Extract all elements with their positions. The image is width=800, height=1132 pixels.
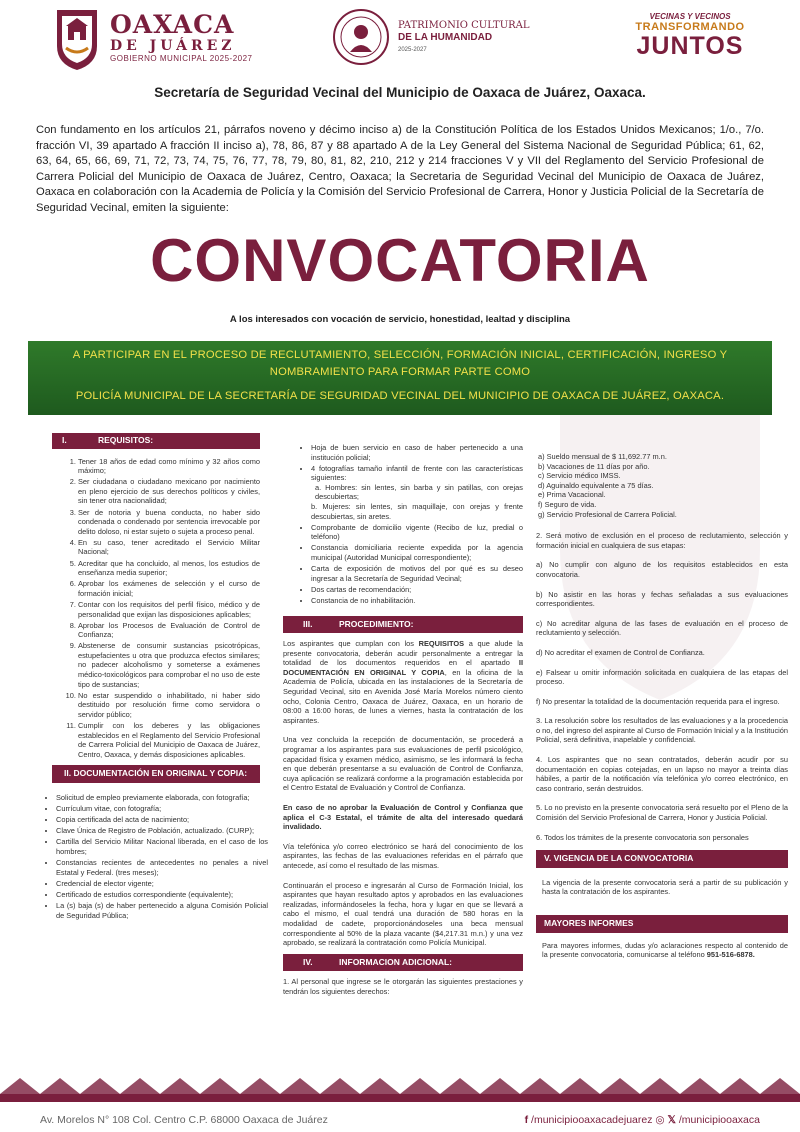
banner-line1: A PARTICIPAR EN EL PROCESO DE RECLUTAMIENTO, SELECCIÓN, FORMACIÓN INICIAL, CERTIFICACIÓN, INGRESO Y (72, 349, 728, 361)
text-run-bold: II DOCUMENTACIÓN EN ORIGINAL Y COPIA (283, 658, 523, 677)
subtitle: A los interesados con vocación de servicio, honestidad, lealtad y disciplina (229, 314, 571, 325)
list-item: • Cartilla del Servicio Militar Nacional liberada, en el caso de los hombres; (56, 837, 268, 856)
vigencia-text: La vigencia de la presente convocatoria será a partir de su publicación y hasta la contratación de los aspirantes. (542, 877, 788, 897)
fotos-label: 4 fotografías tamaño infantil de frente con las características siguientes: (311, 463, 523, 483)
list-item: 1. Tener 18 años de edad como mínimo y 32 años como máximo; (78, 457, 260, 476)
section-informes-header: MAYORES INFORMES (536, 915, 788, 933)
list-item: 8. Aprobar los Procesos de Evaluación de Control de Confianza; (78, 621, 260, 640)
exclusion-item: c) No acreditar alguna de las fases de evaluación en el proceso de reclutamiento y selección. (536, 618, 788, 638)
procedimiento-p5: Continuarán el proceso e ingresarán al Curso de Formación Inicial, los aspirantes que hayan resultado aptos y aprobados en las evaluaciones realizadas, informándoseles la fecha, hora y lugar en que se llevará a cabo el mismo, el cual tendrá una duración de 580 horas en la modalidad de cadete, proporcionándoseles una beca mensual correspondiente al 50% de la plaza vacante ($4,217.31 m.n.) y una vez aprobado, se realizará la contratación como Policía Municipal. (283, 880, 523, 948)
section-title: REQUISITOS: (98, 435, 154, 445)
patrimonio-line1: PATRIMONIO CULTURAL (398, 20, 530, 31)
page-title: CONVOCATORIA (150, 227, 650, 294)
section-informacion-header (283, 954, 523, 972)
exclusion-intro: 2. Será motivo de exclusión en el proceso de reclutamiento, selección y formación inicial en cualquiera de sus etapas: (536, 531, 788, 550)
exclusion-item: f) No presentar la totalidad de la documentación requerida para el ingreso. (536, 696, 780, 706)
slogan-line3: JUNTOS (636, 32, 744, 60)
documentacion-list-cont (283, 443, 523, 606)
informes-body: Para mayores informes, dudas y/o aclaraciones respecto al contenido de la presente convocatoria, comunicarse al teléfono (542, 940, 788, 960)
page-header (0, 0, 800, 80)
banner-line3: POLICÍA MUNICIPAL DE LA SECRETARÍA DE SEGURIDAD VECINAL DEL MUNICIPIO DE OAXACA DE JUÁREZ, OAXACA. (75, 390, 725, 402)
exclusion-item: d) No acreditar el examen de Control de Confianza. (536, 647, 705, 657)
procedimiento-p1 (283, 639, 523, 725)
column-3 (536, 452, 788, 966)
footer-social (525, 1114, 760, 1126)
oaxaca-shield-logo (52, 6, 102, 72)
list-item: • La (s) baja (s) de haber pertenecido a alguna Comisión Policial de Seguridad Pública; (56, 901, 268, 920)
benefit-item: c) Servicio médico IMSS. (538, 471, 621, 481)
column-2 (283, 433, 523, 1003)
list-item: • Constancia domiciliaria reciente expedida por la agencia municipal (Autoridad Municipal correspondiente); (311, 543, 523, 562)
procedimiento-p2: Una vez concluida la recepción de documentación, se procederá a programar a los aspirantes para sus evaluaciones de perfil psicológico, capacidad física y examen médico, asimismo, se les informará la fecha en que deberán presentarse a su evaluación de Control de Confianza, cuya aplicación se realizará conforme a la programación establecida por el Centro Estatal de Evaluación y Control de Confianza. (283, 735, 523, 793)
list-item: • Solicitud de empleo previamente elaborada, con fotografía; (56, 793, 268, 803)
benefit-item: b) Vacaciones de 11 días por año. (538, 461, 650, 471)
section-number: IV. (303, 956, 313, 967)
slogan-line2: TRANSFORMANDO (635, 21, 745, 33)
banner-line2: NOMBRAMIENTO PARA FORMAR PARTE COMO (269, 365, 531, 378)
list-item: 11. Cumplir con los deberes y las obligaciones establecidos en el Reglamento del Servicio Profesional de Carrera Policial del Municipio de Oaxaca de Juárez, Centro, Oaxaca, y demás disposiciones aplicables. (78, 721, 260, 759)
list-item: • Comprobante de domicilio vigente (Recibo de luz, predial o teléfono) (311, 523, 523, 542)
list-item: • Constancia de no inhabilitación. (311, 596, 523, 606)
informes-phone: 951-516-6878. (706, 950, 755, 960)
info-item-6: 6. Todos los trámites de la presente convocatoria son personales (536, 832, 749, 842)
exclusion-item: b) No asistir en las horas y fechas señaladas a sus evaluaciones correspondientes. (536, 589, 788, 609)
list-item: 2. Ser ciudadana o ciudadano mexicano por nacimiento en pleno ejercicio de sus derechos políticos y civiles, sin tener otra nacionalidad; (78, 477, 260, 506)
list-item: 7. Contar con los requisitos del perfil físico, médico y de personalidad que exijan las disposiciones aplicables; (78, 600, 260, 619)
benefit-item: e) Prima Vacacional. (538, 490, 606, 500)
list-item (311, 464, 523, 522)
section-title: INFORMACION ADICIONAL: (339, 956, 453, 967)
social-handle[interactable]: /municipiooaxaca (678, 1114, 760, 1126)
list-item: 9. Abstenerse de consumir sustancias psicotrópicas, estupefacientes u otra que produzca efectos similares; no padecer alcoholismo y someterse a exámenes médico-toxicológicos para comprobar el no uso de este tipo de sustancias; (78, 641, 260, 689)
list-item: 4. En su caso, tener acreditado el Servicio Militar Nacional; (78, 538, 260, 557)
info-item-5: 5. Lo no previsto en la presente convocatoria será resuelto por el Pleno de la Comisión del Servicio Profesional de Carrera, Honor y Justicia Policial. (536, 803, 788, 823)
logo-gobierno: GOBIERNO MUNICIPAL 2025-2027 (110, 54, 253, 63)
text-run: a que alude la presente convocatoria, deberán acudir personalmente a entregar la totalidad de los documentos requeridos en el apartado (283, 639, 523, 668)
list-item: 6. Aprobar los exámenes de selección y el curso de formación inicial; (78, 579, 260, 598)
facebook-handle[interactable]: /municipiooaxacadejuarez (531, 1114, 653, 1126)
documentacion-list (28, 793, 268, 920)
section-documentacion-header: II. DOCUMENTACIÓN EN ORIGINAL Y COPIA: (52, 765, 260, 783)
section-procedimiento-header (283, 616, 523, 634)
oaxaca-logo-text (110, 12, 253, 64)
text-run: Los aspirantes que cumplan con los (283, 639, 419, 649)
list-item: 3. Ser de notoria y buena conducta, no haber sido condenada o condenado por sentencia irrevocable por delito doloso, ni estar sujeto o sujeta a proceso penal. (78, 508, 260, 537)
benefits-list (536, 452, 788, 519)
list-item: 10. No estar suspendido o inhabilitado, ni haber sido destituido por resolución firme como servidora o servidor público; (78, 691, 260, 720)
list-item: • Carta de exposición de motivos del por qué es su deseo ingresar a la Secretaría de Seguridad Vecinal; (311, 564, 523, 583)
fotos-mujeres: b. Mujeres: sin lentes, sin maquillaje, con orejas y frente descubiertas, sin aretes. (311, 502, 523, 521)
list-item: • Dos cartas de recomendación; (311, 585, 523, 595)
procedimiento-p4: Vía telefónica y/o correo electrónico se hará del conocimiento de los aspirantes, las fechas de las evaluaciones referidas en el párrafo que antecede, así como el resultado de las mismas. (283, 841, 523, 870)
patrimonio-line2: DE LA HUMANIDAD (398, 32, 493, 43)
exclusion-item: e) Falsear u omitir información solicitada en cualquiera de las etapas del proceso. (536, 667, 788, 687)
exclusion-item: a) No cumplir con alguno de los requisitos establecidos en esta convocatoria. (536, 560, 788, 579)
benefit-item: g) Servicio Profesional de Carrera Policial. (538, 509, 677, 519)
informacion-p1: 1. Al personal que ingrese se le otorgarán las siguientes prestaciones y tendrán los siguientes derechos: (283, 977, 523, 996)
decorative-pattern-band (0, 1074, 800, 1102)
section-number: I. (62, 435, 67, 445)
instagram-icon: ◎ (655, 1114, 665, 1126)
list-item: • Credencial de elector vigente; (56, 879, 268, 889)
list-item: • Currículum vitae, con fotografía; (56, 804, 268, 814)
benefit-item: f) Seguro de vida. (538, 499, 597, 509)
list-item: 5. Acreditar que ha concluido, al menos, los estudios de enseñanza media superior; (78, 559, 260, 578)
list-item: • Constancias recientes de antecedentes no penales a nivel Estatal y Federal. (tres meses); (56, 858, 268, 877)
info-item-4: 4. Los aspirantes que no sean contratados, deberán acudir por su documentación en copias cotejadas, en un lapso no mayor a treinta días hábiles, a partir de la notificación vía telefónica y/o correo electrónico, en caso contrario, serán destruidos. (536, 755, 788, 793)
secretaria-heading: Secretaría de Seguridad Vecinal del Municipio de Oaxaca de Juárez, Oaxaca. (154, 85, 646, 100)
list-item: • Copia certificada del acta de nacimiento; (56, 815, 268, 825)
section-requisitos-header (52, 433, 260, 449)
requisitos-list (52, 457, 260, 760)
slogan-line1: VECINAS Y VECINOS (649, 12, 731, 21)
section-vigencia-header: V. VIGENCIA DE LA CONVOCATORIA (536, 850, 788, 868)
section-number: III. (303, 618, 313, 629)
transformando-juntos-logo (624, 12, 756, 59)
x-icon: 𝕏 (667, 1114, 676, 1126)
list-item: • Certificado de estudios correspondiente (equivalente); (56, 890, 268, 900)
logo-oaxaca: OAXACA (110, 10, 235, 39)
info-item-3: 3. La resolución sobre los resultados de las evaluaciones y a la procedencia o no, del ingreso del aspirante al Curso de Formación Inicial y a la Institución Policial, será definitiva, inapelable y confidencial. (536, 716, 788, 745)
fotos-hombres: a. Hombres: sin lentes, sin barba y sin patillas, con orejas descubiertas; (315, 482, 523, 502)
section-title: PROCEDIMIENTO: (339, 618, 414, 629)
text-run-bold: REQUISITOS (418, 639, 465, 649)
facebook-icon: f (524, 1114, 529, 1126)
text-run: , en la oficina de la Academia de Policía, ubicada en las instalaciones de la Secretaría de Seguridad Vecinal, sito en Avenida José María Morelos número ciento ocho, Colonia Centro, Oaxaca de Juárez, Oaxaca, en un horario de 08:00 a 16:00 horas, de lunes a viernes, hasta la contratación de los aspirantes. (283, 667, 523, 725)
patrimonio-line3: 2025-2027 (398, 47, 427, 53)
list-item: • Clave Única de Registro de Población, actualizado. (CURP); (56, 826, 268, 836)
patrimonio-seal-logo (332, 8, 390, 66)
intro-paragraph: Con fundamento en los artículos 21, párrafos noveno y décimo inciso a) de la Constitución Política de los Estados Unidos Mexicanos; 1/o., 7/o. fracción VI, 39 apartado A fracción II inciso a), 78, 86, 87 y 88 apartado A de la Ley General del Sistema Nacional de Seguridad Pública; 61, 62, 63, 64, 65, 66, 69, 71, 72, 73, 74, 75, 76, 77, 78, 79, 80, 81, 82, 210, 212 y 214 fracciones V y VII del Reglamento del Servicio Profesional de Carrera Policial del Municipio de Oaxaca de Juárez, Centro, Oaxaca; la Secretaria de Seguridad Vecinal del Municipio de Oaxaca de Juárez, Oaxaca en colaboración con la Academia de Policía y la Comisión del Servicio Profesional de Carrera, Honor y Justicia Policial de la Secretaría de Seguridad Vecinal, emiten la siguiente: (36, 124, 764, 214)
patrimonio-text (398, 20, 530, 56)
procedimiento-p3: En caso de no aprobar la Evaluación de Control y Confianza que aplica el C-3 Estatal, el trámite de alta del interesado quedará invalidado. (283, 803, 523, 832)
benefit-item: a) Sueldo mensual de $ 11,692.77 m.n. (538, 452, 667, 461)
benefit-item: d) Aguinaldo equivalente a 75 días. (538, 480, 654, 490)
footer-address: Av. Morelos N° 108 Col. Centro C.P. 68000 Oaxaca de Juárez (40, 1114, 328, 1126)
purpose-banner (28, 341, 772, 415)
informes-text (536, 941, 788, 960)
logo-de-juarez: DE JUÁREZ (110, 38, 236, 54)
list-item: • Hoja de buen servicio en caso de haber pertenecido a una institución policial; (311, 443, 523, 462)
column-1 (52, 433, 268, 922)
